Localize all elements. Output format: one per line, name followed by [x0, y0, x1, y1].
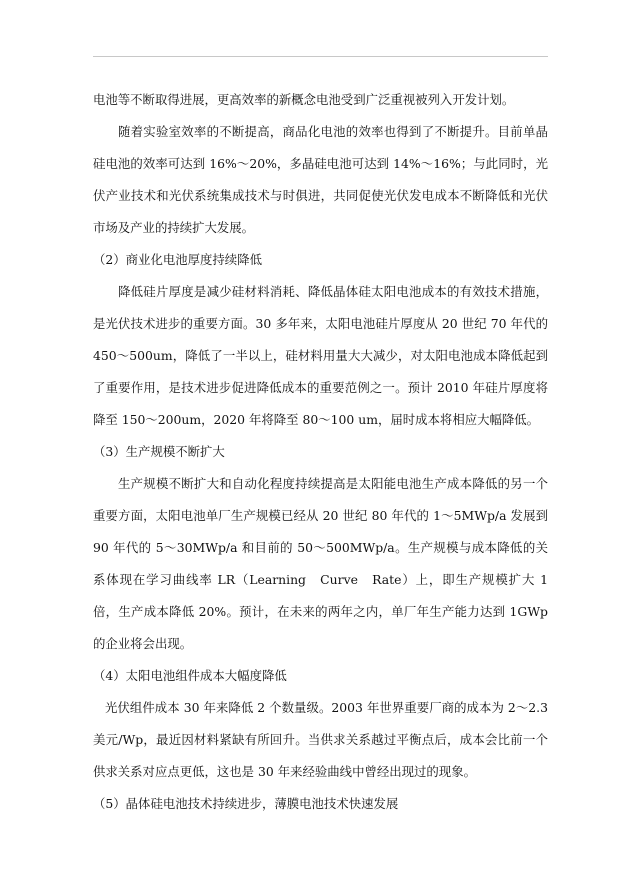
- header-rule: [93, 56, 548, 57]
- paragraph-efficiency: 随着实验室效率的不断提高，商品化电池的效率也得到了不断提升。目前单晶硅电池的效率可达到 16%～20%，多晶硅电池可达到 14%～16%；与此同时，光伏产业技术和光伏系统集成技术与时俱进，共同促使光伏发电成本不断降低和光伏市场及产业的持续扩大发展。: [93, 124, 548, 235]
- section-heading-4: （4）太阳电池组件成本大幅度降低: [93, 668, 287, 683]
- paragraph-module-cost: 光伏组件成本 30 年来降低 2 个数量级。2003 年世界重要厂商的成本为 2～2.3 美元/Wp，最近因材料紧缺有所回升。当供求关系越过平衡点后，成本会比前一个供求关系对应点更低，这也是 30 年来经验曲线中曾经出现过的现象。: [93, 700, 548, 779]
- paragraph-continuation: 电池等不断取得进展，更高效率的新概念电池受到广泛重视被列入开发计划。: [93, 92, 515, 107]
- section-heading-5: （5）晶体硅电池技术持续进步，薄膜电池技术快速发展: [93, 796, 399, 811]
- document-body: [93, 84, 548, 820]
- section-heading-2: （2）商业化电池厚度持续降低: [93, 252, 262, 267]
- paragraph-production-scale: 生产规模不断扩大和自动化程度持续提高是太阳能电池生产成本降低的另一个重要方面，太阳电池单厂生产规模已经从 20 世纪 80 年代的 1～5MWp/a 发展到 90 年代的 5～30MWp/a 和目前的 50～500MWp/a。生产规模与成本降低的关系体现在学习曲线率 LR（Learning Curve Rate）上，即生产规模扩大 1 倍，生产成本降低 20%。预计，在未来的两年之内，单厂年生产能力达到 1GWp 的企业将会出现。: [93, 476, 548, 651]
- section-heading-3: （3）生产规模不断扩大: [93, 444, 225, 459]
- paragraph-wafer-thickness: 降低硅片厚度是减少硅材料消耗、降低晶体硅太阳电池成本的有效技术措施，是光伏技术进步的重要方面。30 多年来，太阳电池硅片厚度从 20 世纪 70 年代的 450～500um，降低了一半以上，硅材料用量大大减少，对太阳电池成本降低起到了重要作用，是技术进步促进降低成本的重要范例之一。预计 2010 年硅片厚度将降至 150～200um，2020 年将降至 80～100 um，届时成本将相应大幅降低。: [93, 284, 548, 427]
